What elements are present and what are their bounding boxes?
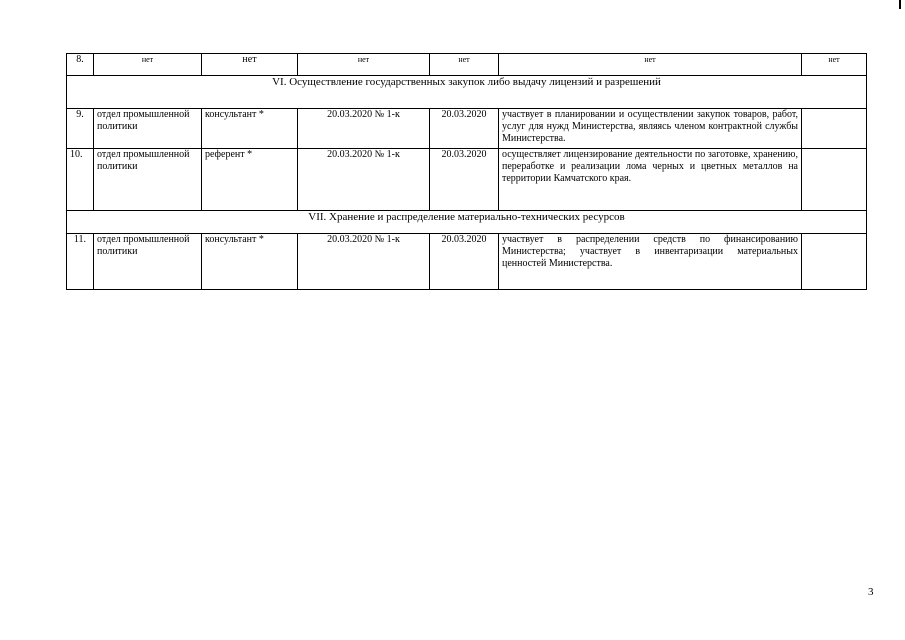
act-cell: 20.03.2020 № 1-к — [298, 234, 430, 290]
row-number: 10. — [67, 149, 94, 211]
date-cell: 20.03.2020 — [430, 109, 499, 149]
position-cell: консультант * — [202, 234, 298, 290]
table-row-11 — [67, 234, 867, 290]
division-cell: отдел промышленной политики — [94, 234, 202, 290]
section-title-7: VII. Хранение и распределение материально-технических ресурсов — [67, 211, 867, 234]
division-cell: отдел промышленной политики — [94, 109, 202, 149]
function-cell: нет — [499, 54, 802, 76]
row-number: 9. — [67, 109, 94, 149]
table-row-9 — [67, 109, 867, 149]
division-cell: нет — [94, 54, 202, 76]
date-cell: 20.03.2020 — [430, 149, 499, 211]
date-cell: 20.03.2020 — [430, 234, 499, 290]
scan-edge-mark — [899, 0, 901, 9]
table-row-10 — [67, 149, 867, 211]
date-cell: нет — [430, 54, 499, 76]
note-cell: нет — [802, 54, 867, 76]
act-cell: 20.03.2020 № 1-к — [298, 149, 430, 211]
section-title-6: VI. Осуществление государственных закупок либо выдачу лицензий и разрешений — [67, 76, 867, 109]
row-number: 11. — [67, 234, 94, 290]
position-cell: нет — [202, 54, 298, 76]
note-cell — [802, 109, 867, 149]
note-cell — [802, 234, 867, 290]
row-number: 8. — [67, 54, 94, 76]
act-cell: нет — [298, 54, 430, 76]
position-cell: консультант * — [202, 109, 298, 149]
division-cell: отдел промышленной политики — [94, 149, 202, 211]
page-number: 3 — [868, 586, 874, 598]
function-cell: участвует в распределении средств по финансированию Министерства; участвует в инвентаризации материальных ценностей Министерства. — [499, 234, 802, 290]
section-header-row — [67, 76, 867, 109]
positions-table — [66, 53, 867, 290]
function-cell: участвует в планировании и осуществлении закупок товаров, работ, услуг для нужд Министерства, являясь членом контрактной службы Министерства. — [499, 109, 802, 149]
section-header-row — [67, 211, 867, 234]
position-cell: референт * — [202, 149, 298, 211]
act-cell: 20.03.2020 № 1-к — [298, 109, 430, 149]
table-row-8 — [67, 54, 867, 76]
function-cell: осуществляет лицензирование деятельности по заготовке, хранению, переработке и реализации лома черных и цветных металлов на территории Камчатского края. — [499, 149, 802, 211]
note-cell — [802, 149, 867, 211]
